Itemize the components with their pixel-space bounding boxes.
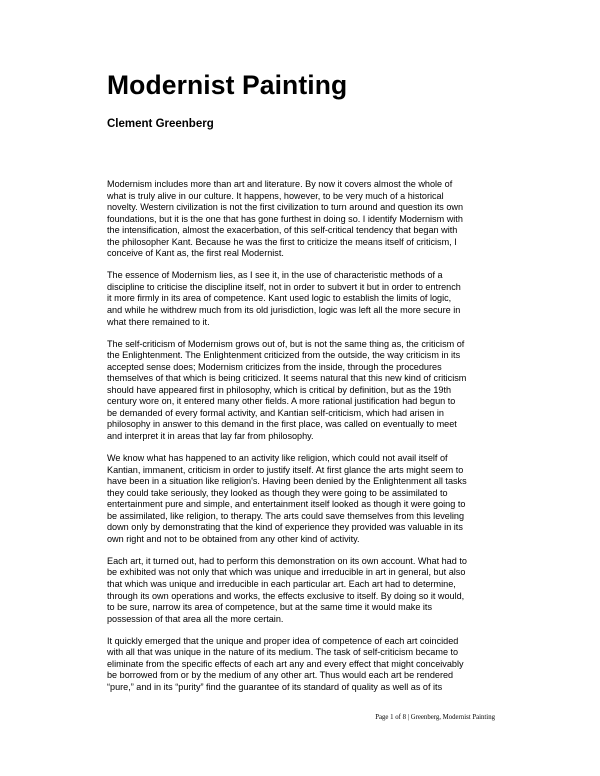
- paragraph-line: they could take seriously, they looked as though they were going to be assimilated to: [107, 487, 448, 498]
- paragraph-line: through its own operations and works, the effects exclusive to itself. By doing so it would,: [107, 590, 465, 601]
- paragraph-line: and interpret it in areas that lay far from philosophy.: [107, 430, 314, 441]
- paragraph-line: We know what has happened to an activity like religion, which could not avail itself of: [107, 452, 448, 463]
- paragraph: [107, 339, 507, 443]
- paragraph-line: down only by demonstrating that the kind of experience they provided was valuable in its: [107, 522, 463, 533]
- paragraph-line: to be sure, narrow its area of competence, but at the same time it would make its: [107, 602, 433, 613]
- paragraph-line: The essence of Modernism lies, as I see it, in the use of characteristic methods of a: [107, 270, 443, 281]
- document-author: Clement Greenberg: [107, 118, 214, 130]
- body-text: [107, 179, 507, 704]
- paragraph-line: century wore on, it entered many other fields. A more rational justification had begun to: [107, 396, 456, 407]
- paragraph-line: Kantian, immanent, criticism in order to justify itself. At first glance the arts might seem to: [107, 464, 464, 475]
- paragraph-line: the philosopher Kant. Because he was the first to criticize the means itself of criticism, I: [107, 236, 457, 247]
- paragraph-line: be demanded of every formal activity, and Kantian self-criticism, which had arisen in: [107, 407, 444, 418]
- paragraph-line: accepted sense does; Modernism criticizes from the inside, through the procedures: [107, 361, 442, 372]
- document-title: Modernist Painting: [107, 70, 348, 100]
- paragraph-line: Each art, it turned out, had to perform this demonstration on its own account. What had to: [107, 555, 467, 566]
- paragraph-line: eliminate from the specific effects of each art any and every effect that might conceivably: [107, 658, 464, 669]
- paragraph-line: Modernism includes more than art and literature. By now it covers almost the whole of: [107, 179, 453, 189]
- paragraph-line: the Enlightenment. The Enlightenment criticized from the outside, the way criticism in its: [107, 350, 461, 361]
- paragraph-line: philosophy in answer to this demand in the first place, was called on eventually to meet: [107, 419, 457, 430]
- paragraph-line: It quickly emerged that the unique and proper idea of competence of each art coincided: [107, 635, 459, 646]
- paragraph-line: with all that was unique in the nature of its medium. The task of self-criticism became to: [107, 647, 459, 658]
- paragraph-line: entertainment pure and simple, and entertainment itself looked as though it were going to: [107, 499, 466, 510]
- paragraph-line: and while he withdrew much from its old jurisdiction, logic was left all the more secure in: [107, 304, 461, 315]
- paragraph-line: The self-criticism of Modernism grows out of, but is not the same thing as, the criticism of: [107, 338, 465, 349]
- paragraph-line: have been in a situation like religion's. Having been denied by the Enlightenment all tasks: [107, 476, 467, 487]
- paragraph-line: novelty. Western civilization is not the first civilization to turn around and question its own: [107, 202, 464, 213]
- paragraph-line: discipline to criticise the discipline itself, not in order to subvert it but in order to entrench: [107, 281, 461, 292]
- paragraph-line: the intensification, almost the exacerbation, of this self-critical tendency that began with: [107, 225, 458, 236]
- paragraph-line: be assimilated, like religion, to therapy. The arts could save themselves from this leveling: [107, 510, 465, 521]
- paragraph-line: be exhibited was not only that which was unique and irreducible in art in general, but also: [107, 567, 466, 578]
- paragraph-line: themselves of that which is being criticized. It seems natural that this new kind of criticism: [107, 373, 467, 384]
- paragraph-line: that which was unique and irreducible in each particular art. Each art had to determine,: [107, 578, 456, 589]
- paragraph: [107, 453, 507, 545]
- paragraph-line: possession of that area all the more certain.: [107, 613, 284, 624]
- paragraph-line: be borrowed from or by the medium of any other art. Thus would each art be rendered: [107, 670, 454, 681]
- paragraph-line: conceive of Kant as, the first real Modernist.: [107, 248, 284, 259]
- paragraph: [107, 270, 507, 328]
- paragraph: [107, 636, 507, 694]
- page-footer: Page 1 of 8 | Greenberg, Modernist Painting: [375, 714, 495, 721]
- paragraph: [107, 179, 507, 260]
- paragraph: [107, 556, 507, 625]
- paragraph-line: should have appeared first in philosophy, which is critical by definition, but as the 19th: [107, 384, 452, 395]
- paragraph-line: “pure,” and in its “purity” find the guarantee of its standard of quality as well as of its: [107, 681, 443, 692]
- paragraph-line: it more firmly in its area of competence. Kant used logic to establish the limits of logic,: [107, 293, 452, 304]
- paragraph-line: own right and not to be obtained from any other kind of activity.: [107, 533, 360, 544]
- paragraph-line: what there remained to it.: [107, 316, 210, 327]
- paragraph-line: what is truly alive in our culture. It happens, however, to be very much of a historical: [107, 190, 444, 201]
- paragraph-line: foundations, but it is the one that has gone furthest in doing so. I identify Modernism with: [107, 213, 463, 224]
